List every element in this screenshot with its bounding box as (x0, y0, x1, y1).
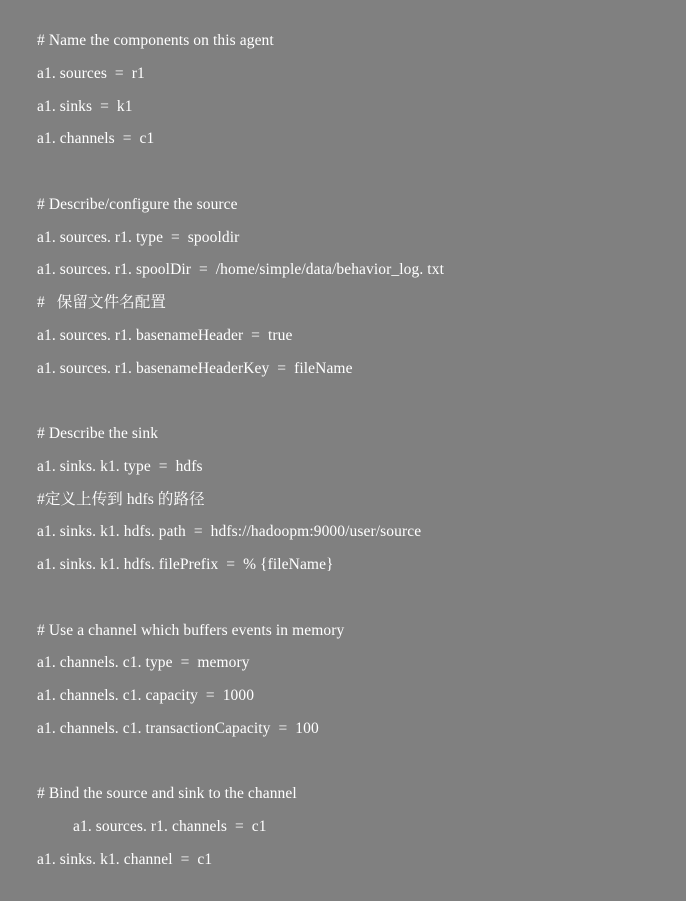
comment-line: # 保留文件名配置 (37, 294, 166, 311)
config-line: a1. sources. r1. spoolDir = /home/simple/data/behavior_log. txt (37, 261, 444, 279)
comment-line: # Name the components on this agent (37, 32, 274, 49)
config-line: a1. sinks. k1. hdfs. filePrefix = % {fileName} (37, 556, 334, 573)
config-line: a1. channels. c1. type = memory (37, 654, 250, 672)
blank-line (37, 161, 676, 194)
blank-line (37, 587, 676, 620)
config-line: a1. sinks = k1 (37, 97, 133, 115)
config-line: a1. channels. c1. transactionCapacity = 100 (37, 719, 319, 737)
config-line: a1. sinks. k1. type = hdfs (37, 457, 203, 475)
config-line: a1. sinks. k1. hdfs. path = hdfs://hadoopm:9000/user/source (37, 523, 422, 541)
config-text-block (37, 30, 676, 882)
comment-line: #定义上传到 hdfs 的路径 (37, 490, 205, 508)
blank-line (37, 751, 676, 784)
config-line: a1. sources. r1. channels = c1 (73, 818, 267, 835)
comment-line: # Describe the sink (37, 425, 159, 442)
comment-line: # Describe/configure the source (37, 195, 238, 213)
comment-line: # Bind the source and sink to the channel (37, 785, 297, 803)
config-line: a1. channels. c1. capacity = 1000 (37, 687, 255, 704)
config-line: a1. sources. r1. basenameHeader = true (37, 326, 293, 344)
config-line: a1. sinks. k1. channel = c1 (37, 850, 213, 868)
config-line: a1. channels = c1 (37, 130, 155, 148)
config-line: a1. sources = r1 (37, 64, 145, 82)
config-line: a1. sources. r1. basenameHeaderKey = fileName (37, 359, 353, 377)
comment-line: # Use a channel which buffers events in memory (37, 621, 345, 639)
blank-line (37, 390, 676, 423)
config-line: a1. sources. r1. type = spooldir (37, 228, 240, 246)
